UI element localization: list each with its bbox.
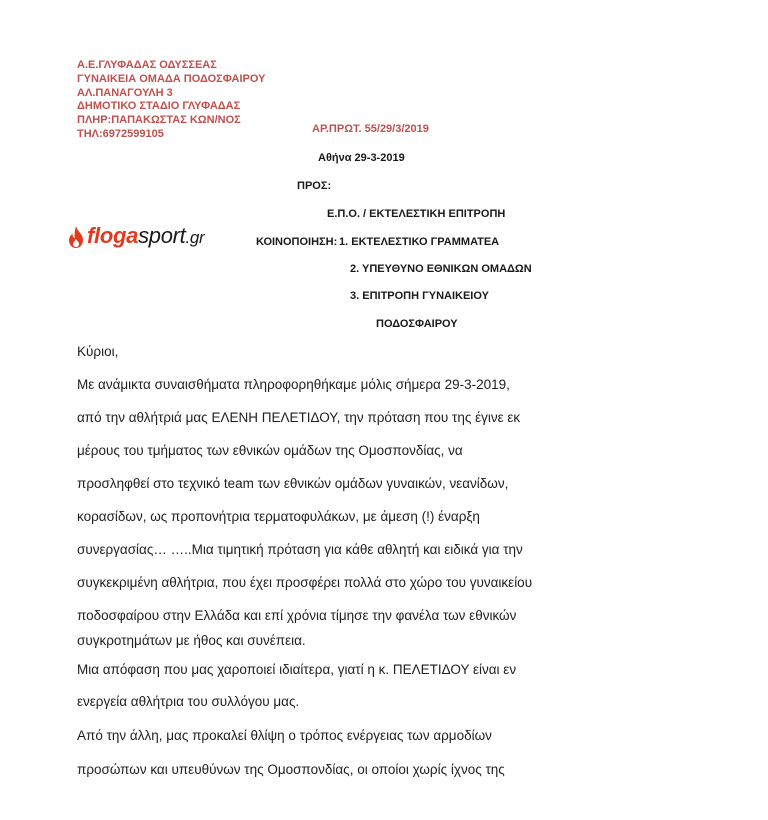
body-line: ενεργεία αθλήτρια του συλλόγου μας. bbox=[77, 694, 300, 709]
body-line: μέρους του τμήματος των εθνικών ομάδων της Ομοσπονδίας, να bbox=[77, 443, 463, 458]
body-line: από την αθλήτριά μας ΕΛΕΝΗ ΠΕΛΕΤΙΔΟΥ, την πρόταση που της έγινε εκ bbox=[77, 410, 521, 425]
flogasport-watermark bbox=[68, 222, 204, 252]
body-line: συγκεκριμένη αθλήτρια, που έχει προσφέρει πολλά στο χώρο του γυναικείου bbox=[77, 575, 533, 590]
sender-team: ΓΥΝΑΙΚΕΙΑ ΟΜΑΔΑ ΠΟΔΟΣΦΑΙΡΟΥ bbox=[77, 72, 266, 85]
cc-item-3-cont: ΠΟΔΟΣΦΑΙΡΟΥ bbox=[376, 318, 458, 330]
protocol-number: ΑΡ.ΠΡΩΤ. 55/29/3/2019 bbox=[312, 123, 429, 135]
body-line: Μια απόφαση που μας χαροποιεί ιδιαίτερα, γιατί η κ. ΠΕΛΕΤΙΔΟΥ είναι εν bbox=[77, 662, 517, 677]
cc-item-2: 2. ΥΠΕΥΘΥΝΟ ΕΘΝΙΚΩΝ ΟΜΑΔΩΝ bbox=[350, 263, 532, 275]
cc-label: ΚΟΙΝΟΠΟΙΗΣΗ: bbox=[256, 236, 338, 248]
sender-phone: ΤΗΛ:6972599105 bbox=[77, 127, 164, 140]
watermark-wordmark bbox=[87, 224, 204, 250]
salutation: Κύριοι, bbox=[77, 344, 119, 359]
brand-tld: .gr bbox=[185, 228, 205, 247]
body-line: Από την άλλη, μας προκαλεί θλίψη ο τρόπος ενέργειας των αρμοδίων bbox=[77, 728, 492, 743]
recipient: Ε.Π.Ο. / ΕΚΤΕΛΕΣΤΙΚΗ ΕΠΙΤΡΟΠΗ bbox=[327, 208, 506, 220]
brand-red: floga bbox=[87, 223, 139, 248]
sender-block bbox=[77, 59, 265, 142]
sender-stadium: ΔΗΜΟΤΙΚΟ ΣΤΑΔΙΟ ΓΛΥΦΑΔΑΣ bbox=[77, 100, 241, 113]
sender-contact-person: ΠΛΗΡ:ΠΑΠΑΚΩΣΤΑΣ ΚΩΝ/ΝΟΣ bbox=[77, 114, 241, 127]
body-line: προσληφθεί στο τεχνικό team των εθνικών ομάδων γυναικών, νεανίδων, bbox=[77, 476, 509, 491]
cc-item-1: 1. ΕΚΤΕΛΕΣΤΙΚΟ ΓΡΑΜΜΑΤΕΑ bbox=[339, 236, 500, 248]
body-line: συνεργασίας… …..Μια τιμητική πρόταση για κάθε αθλητή και ειδικά για την bbox=[77, 542, 523, 557]
sender-club: Α.Ε.ΓΛΥΦΑΔΑΣ ΟΔΥΣΣΕΑΣ bbox=[77, 59, 217, 71]
flame-icon bbox=[68, 226, 84, 248]
letter-date: Αθήνα 29-3-2019 bbox=[318, 152, 405, 164]
body-line: κορασίδων, ως προπονήτρια τερματοφυλάκων, με άμεση (!) έναρξη bbox=[77, 509, 480, 524]
sender-address: ΑΛ.ΠΑΝΑΓΟΥΛΗ 3 bbox=[77, 86, 173, 99]
cc-item-3: 3. ΕΠΙΤΡΟΠΗ ΓΥΝΑΙΚΕΙΟΥ bbox=[350, 290, 489, 302]
body-line: συγκροτημάτων με ήθος και συνέπεια. bbox=[77, 633, 306, 648]
to-label: ΠΡΟΣ: bbox=[297, 180, 332, 192]
body-line: ποδοσφαίρου στην Ελλάδα και επί χρόνια τίμησε την φανέλα των εθνικών bbox=[77, 608, 517, 623]
body-line: προσώπων και υπευθύνων της Ομοσπονδίας, οι οποίοι χωρίς ίχνος της bbox=[77, 762, 505, 777]
body-line: Με ανάμικτα συναισθήματα πληροφορηθήκαμε μόλις σήμερα 29-3-2019, bbox=[77, 377, 510, 392]
brand-dark: sport bbox=[138, 223, 186, 248]
